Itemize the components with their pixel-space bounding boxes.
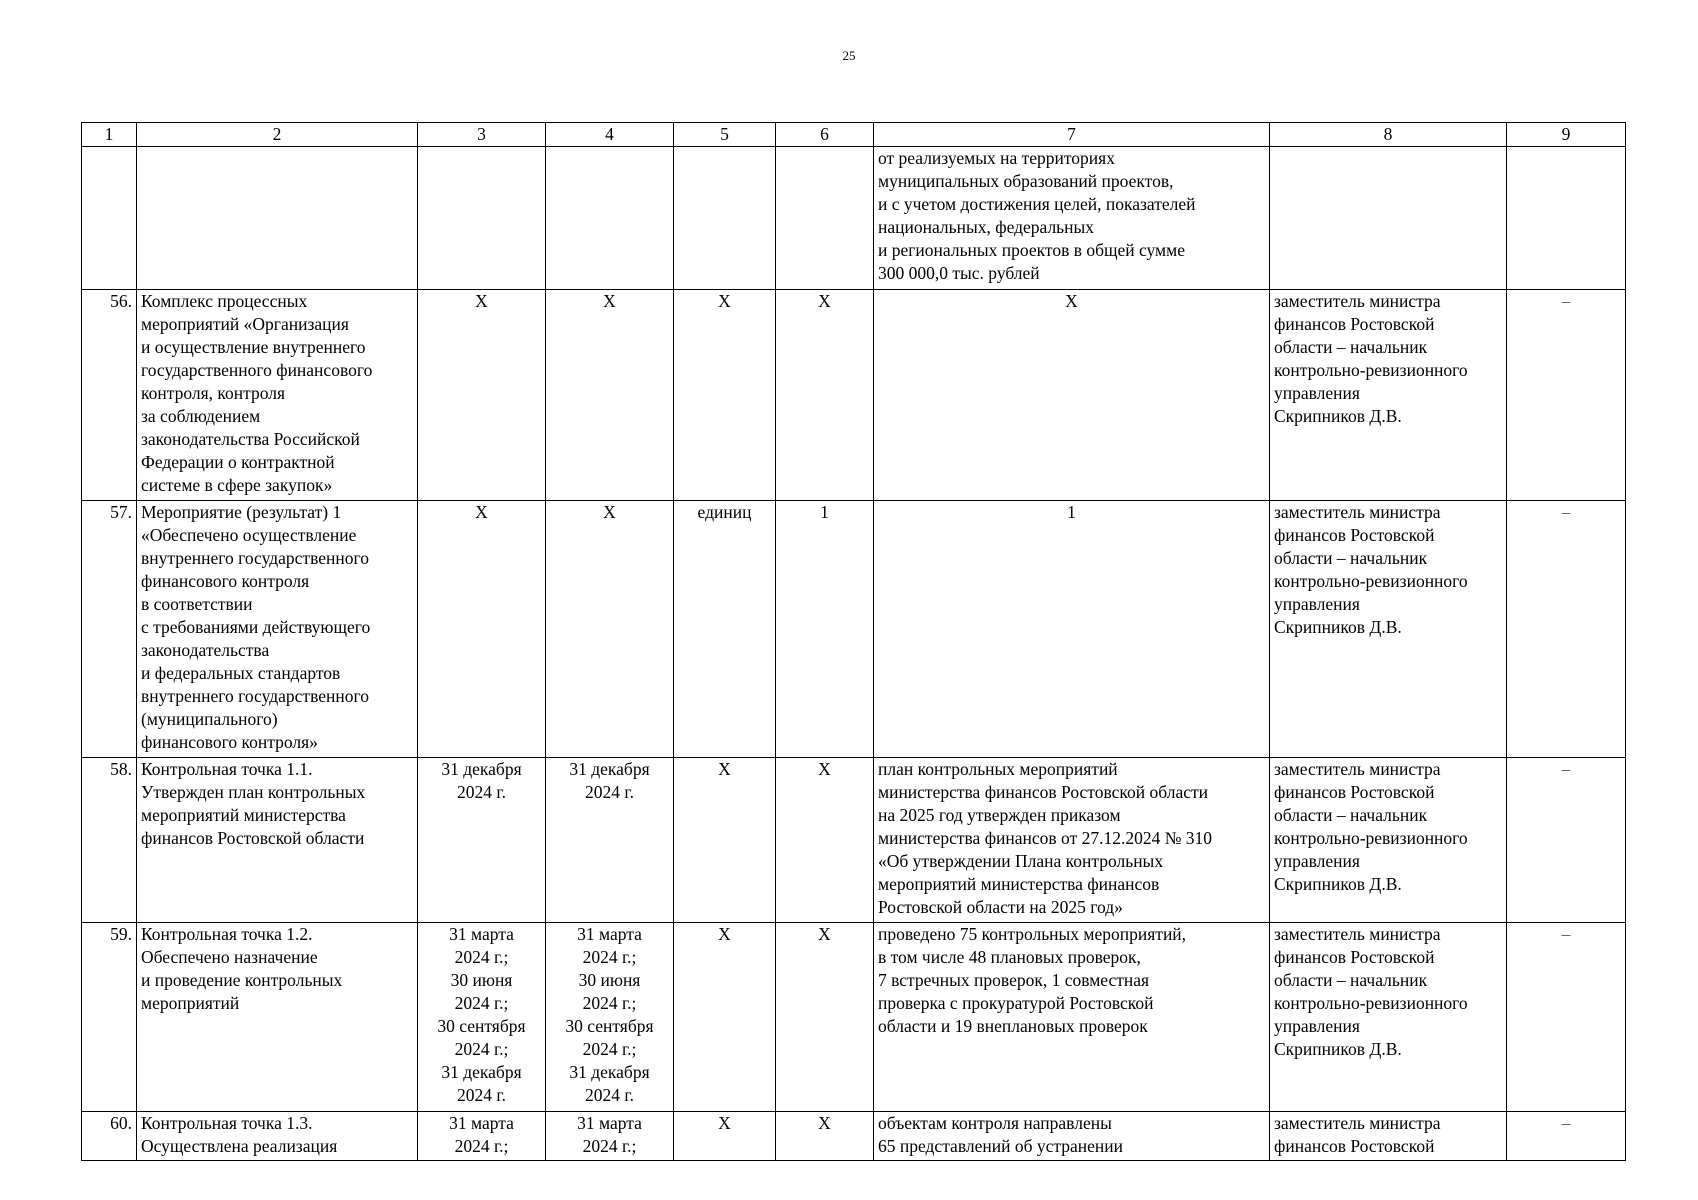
row-responsible xyxy=(1270,147,1507,290)
row-col3 xyxy=(418,147,546,290)
row-col5: Х xyxy=(674,290,776,501)
row-responsible: заместитель министра финансов Ростовской области – начальник контрольно-ревизионного управления Скрипников Д.В. xyxy=(1270,290,1507,501)
row-col5: Х xyxy=(674,923,776,1112)
row-name: Контрольная точка 1.3. Осуществлена реализация xyxy=(137,1112,418,1161)
row-col6: Х xyxy=(776,923,874,1112)
column-header: 1 xyxy=(82,123,137,147)
row-col3: 31 марта 2024 г.; 30 июня 2024 г.; 30 сентября 2024 г.; 31 декабря 2024 г. xyxy=(418,923,546,1112)
row-col3: 31 декабря 2024 г. xyxy=(418,758,546,923)
row-col5: Х xyxy=(674,1112,776,1161)
row-name: Комплекс процессных мероприятий «Организация и осуществление внутреннего государственного финансового контроля, контроля за соблюдением законодательства Российской Федерации о контрактной системе в сфере закупок» xyxy=(137,290,418,501)
column-header: 5 xyxy=(674,123,776,147)
row-number: 60. xyxy=(82,1112,137,1161)
column-header: 4 xyxy=(546,123,674,147)
table-row xyxy=(82,290,1626,501)
row-col6: Х xyxy=(776,758,874,923)
row-col9: – xyxy=(1507,923,1626,1112)
column-header-row xyxy=(82,123,1626,147)
column-header: 6 xyxy=(776,123,874,147)
row-number: 59. xyxy=(82,923,137,1112)
page-number: 25 xyxy=(842,48,856,63)
row-number: 58. xyxy=(82,758,137,923)
row-name: Мероприятие (результат) 1 «Обеспечено осуществление внутреннего государственного финансового контроля в соответствии с требованиями действующего законодательства и федеральных стандартов внутреннего государственного (муниципального) финансового контроля» xyxy=(137,501,418,758)
table-row xyxy=(82,1112,1626,1161)
row-responsible: заместитель министра финансов Ростовской области – начальник контрольно-ревизионного управления Скрипников Д.В. xyxy=(1270,501,1507,758)
row-col4 xyxy=(546,147,674,290)
row-col3: 31 марта 2024 г.; xyxy=(418,1112,546,1161)
row-col4: Х xyxy=(546,501,674,758)
table-body xyxy=(82,123,1626,1161)
row-col6: Х xyxy=(776,290,874,501)
table-row xyxy=(82,923,1626,1112)
column-header: 9 xyxy=(1507,123,1626,147)
row-number: 57. xyxy=(82,501,137,758)
row-col7: Х xyxy=(874,290,1270,501)
row-col5 xyxy=(674,147,776,290)
row-col7: от реализуемых на территориях муниципальных образований проектов, и с учетом достижения целей, показателей национальных, федеральных и региональных проектов в общей сумме 300 000,0 тыс. рублей xyxy=(874,147,1270,290)
row-col9 xyxy=(1507,147,1626,290)
row-col4: 31 марта 2024 г.; xyxy=(546,1112,674,1161)
row-col6: Х xyxy=(776,1112,874,1161)
column-header: 3 xyxy=(418,123,546,147)
row-col3: Х xyxy=(418,290,546,501)
row-col5: Х xyxy=(674,758,776,923)
column-header: 7 xyxy=(874,123,1270,147)
row-responsible: заместитель министра финансов Ростовской области – начальник контрольно-ревизионного управления Скрипников Д.В. xyxy=(1270,758,1507,923)
row-number: 56. xyxy=(82,290,137,501)
row-col9: – xyxy=(1507,1112,1626,1161)
row-col9: – xyxy=(1507,501,1626,758)
row-col3: Х xyxy=(418,501,546,758)
row-responsible: заместитель министра финансов Ростовской xyxy=(1270,1112,1507,1161)
row-name: Контрольная точка 1.1. Утвержден план контрольных мероприятий министерства финансов Ростовской области xyxy=(137,758,418,923)
row-name xyxy=(137,147,418,290)
row-name: Контрольная точка 1.2. Обеспечено назначение и проведение контрольных мероприятий xyxy=(137,923,418,1112)
row-col5: единиц xyxy=(674,501,776,758)
row-responsible: заместитель министра финансов Ростовской области – начальник контрольно-ревизионного управления Скрипников Д.В. xyxy=(1270,923,1507,1112)
table-row xyxy=(82,147,1626,290)
row-number xyxy=(82,147,137,290)
report-table xyxy=(81,122,1626,1161)
column-header: 8 xyxy=(1270,123,1507,147)
table-row xyxy=(82,501,1626,758)
row-col4: 31 декабря 2024 г. xyxy=(546,758,674,923)
row-col9: – xyxy=(1507,758,1626,923)
row-col7: объектам контроля направлены 65 представлений об устранении xyxy=(874,1112,1270,1161)
row-col6 xyxy=(776,147,874,290)
table-row xyxy=(82,758,1626,923)
row-col7: план контрольных мероприятий министерства финансов Ростовской области на 2025 год утвержден приказом министерства финансов от 27.12.2024 № 310 «Об утверждении Плана контрольных мероприятий министерства финансов Ростовской области на 2025 год» xyxy=(874,758,1270,923)
column-header: 2 xyxy=(137,123,418,147)
row-col7: 1 xyxy=(874,501,1270,758)
row-col7: проведено 75 контрольных мероприятий, в том числе 48 плановых проверок, 7 встречных проверок, 1 совместная проверка с прокуратурой Ростовской области и 19 внеплановых проверок xyxy=(874,923,1270,1112)
row-col4: 31 марта 2024 г.; 30 июня 2024 г.; 30 сентября 2024 г.; 31 декабря 2024 г. xyxy=(546,923,674,1112)
row-col6: 1 xyxy=(776,501,874,758)
row-col9: – xyxy=(1507,290,1626,501)
row-col4: Х xyxy=(546,290,674,501)
